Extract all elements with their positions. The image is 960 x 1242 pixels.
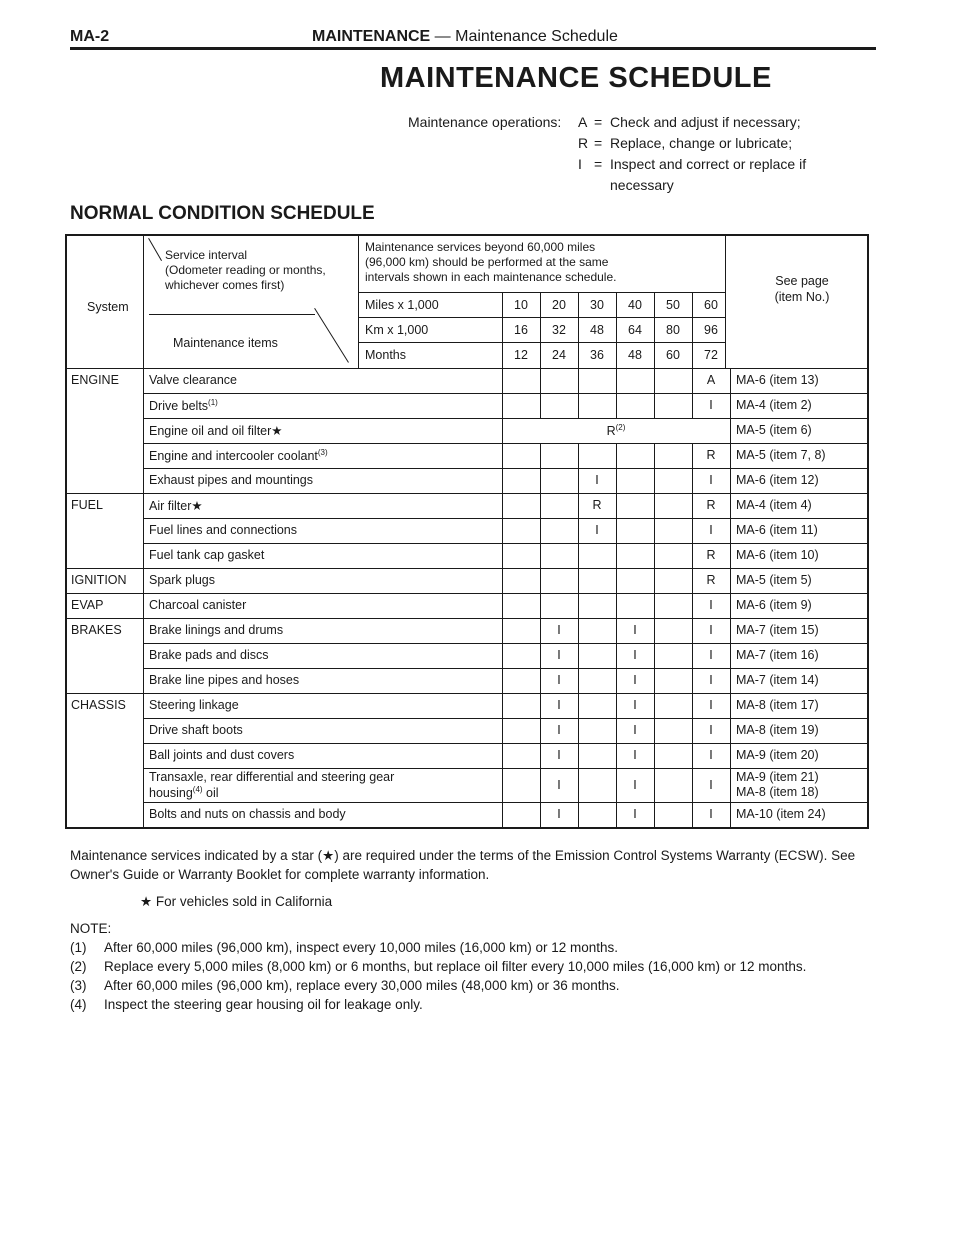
service-interval-label: (Odometer reading or months,: [165, 263, 326, 277]
see-page-header: (item No.): [774, 290, 830, 304]
column-rule: [540, 443, 541, 468]
column-rule: [654, 393, 655, 418]
row-rule: [143, 543, 869, 544]
beyond-60000-note: Maintenance services beyond 60,000 miles: [365, 240, 596, 254]
see-page-ref: MA-6 (item 12): [736, 473, 819, 487]
column-rule: [578, 693, 579, 718]
interval-value: 32: [552, 323, 566, 337]
column-rule: [654, 518, 655, 543]
maintenance-mark: I: [709, 598, 713, 612]
see-page-ref: MA-8 (item 17): [736, 698, 819, 712]
column-rule: [578, 393, 579, 418]
header-rule: [358, 317, 725, 318]
maintenance-item: Drive belts$^{(1)}$: [149, 398, 218, 414]
column-rule: [578, 618, 579, 643]
see-page-ref: MA-9 (item 21): [736, 770, 819, 784]
row-rule: [143, 768, 869, 769]
maintenance-mark: I: [595, 473, 599, 487]
row-rule: [143, 718, 869, 719]
maintenance-mark: I: [709, 623, 713, 637]
interval-label: Miles x 1,000: [365, 298, 439, 312]
row-rule: [65, 593, 869, 594]
header-rule: [65, 368, 869, 369]
maintenance-items-header: Maintenance items: [173, 336, 278, 350]
maintenance-mark: I: [709, 523, 713, 537]
legend-continuation: necessary: [610, 177, 674, 193]
maintenance-mark: I: [709, 748, 713, 762]
column-rule: [616, 568, 617, 593]
maintenance-mark: I: [633, 673, 637, 687]
maintenance-mark: R: [592, 498, 602, 512]
see-page-ref: MA-8 (item 19): [736, 723, 819, 737]
row-rule: [143, 418, 869, 419]
column-rule: [616, 593, 617, 618]
legend-row-r: R = Replace, change or lubricate;: [578, 135, 793, 151]
column-rule: [616, 468, 617, 493]
maintenance-mark: I: [557, 748, 561, 762]
row-rule: [65, 568, 869, 569]
system-header: System: [87, 300, 129, 314]
column-rule: [654, 668, 655, 693]
star-paragraph: Maintenance services indicated by a star (★) are required under the terms of the Emission Control Systems Warranty (ECSW). See Owner's Guide or Warranty Booklet for complete warranty information.: [70, 848, 856, 882]
row-rule: [65, 493, 869, 494]
page-header: [70, 22, 876, 50]
section-title: MAINTENANCE — Maintenance Schedule: [312, 28, 618, 45]
maintenance-mark: I: [633, 723, 637, 737]
maintenance-mark: I: [557, 673, 561, 687]
page-number: MA-2: [70, 28, 110, 45]
row-rule: [143, 443, 869, 444]
beyond-60000-note: (96,000 km) should be performed at the same: [365, 255, 609, 269]
interval-label: Km x 1,000: [365, 323, 429, 337]
maintenance-item: Brake line pipes and hoses: [149, 673, 300, 687]
maintenance-mark: R: [706, 498, 716, 512]
maintenance-mark: I: [633, 648, 637, 662]
notes-section: [70, 846, 870, 1014]
header-rule: [143, 234, 144, 368]
maintenance-mark: I: [557, 698, 561, 712]
system-name: EVAP: [71, 598, 104, 612]
column-rule: [654, 643, 655, 668]
california-note: ★ For vehicles sold in California: [140, 894, 333, 909]
column-rule: [654, 468, 655, 493]
table-border-left: [65, 234, 67, 829]
maintenance-item: housing$^{(4)}$ oil: [149, 785, 219, 801]
column-rule: [578, 543, 579, 568]
maintenance-mark: I: [709, 777, 713, 792]
system-name: FUEL: [71, 498, 103, 512]
maintenance-mark: I: [709, 398, 713, 412]
maintenance-item: Brake pads and discs: [149, 648, 269, 662]
maintenance-mark: I: [709, 807, 713, 821]
row-rule: [143, 668, 869, 669]
see-page-ref: MA-5 (item 7, 8): [736, 448, 826, 462]
maintenance-item: Air filter★: [149, 499, 203, 513]
row-rule: [143, 518, 869, 519]
maintenance-mark: I: [557, 807, 561, 821]
row-rule: [143, 743, 869, 744]
note-item: (1) After 60,000 miles (96,000 km), inspect every 10,000 miles (16,000 km) or 12 months.: [70, 940, 618, 955]
note-item: (3) After 60,000 miles (96,000 km), replace every 30,000 miles (48,000 km) or 36 months.: [70, 978, 620, 993]
maintenance-mark: I: [709, 723, 713, 737]
see-page-ref: MA-6 (item 11): [736, 523, 818, 537]
interval-value: 20: [552, 298, 566, 312]
column-rule: [578, 718, 579, 743]
column-rule: [654, 718, 655, 743]
see-page-ref: MA-7 (item 16): [736, 648, 819, 662]
column-rule: [616, 493, 617, 518]
maintenance-item: Spark plugs: [149, 573, 216, 587]
column-rule: [540, 543, 541, 568]
maintenance-mark: I: [633, 623, 637, 637]
row-rule: [143, 643, 869, 644]
column-rule: [654, 743, 655, 768]
maintenance-mark: I: [595, 523, 599, 537]
header-rule: [149, 314, 315, 315]
interval-value: 64: [628, 323, 642, 337]
column-rule: [540, 518, 541, 543]
see-page-ref: MA-5 (item 5): [736, 573, 812, 587]
maintenance-mark: I: [633, 698, 637, 712]
column-rule: [616, 518, 617, 543]
column-rule: [578, 568, 579, 593]
legend-row-a: A = Check and adjust if necessary;: [578, 114, 801, 130]
interval-value: 36: [590, 348, 604, 362]
row-rule: [143, 802, 869, 803]
row-rule: [65, 618, 869, 619]
column-rule: [654, 768, 655, 802]
maintenance-item: Engine oil and oil filter★: [149, 424, 283, 438]
column-rule: [578, 368, 579, 393]
maintenance-mark: R: [706, 548, 716, 562]
header-rule: [358, 234, 359, 368]
header-diagonal: [148, 238, 162, 261]
maintenance-item: Ball joints and dust covers: [149, 748, 295, 762]
column-rule: [654, 593, 655, 618]
see-page-ref: MA-4 (item 4): [736, 498, 812, 512]
interval-value: 12: [514, 348, 528, 362]
maintenance-item: Charcoal canister: [149, 598, 247, 612]
interval-value: 16: [514, 323, 528, 337]
service-interval-label: whichever comes first): [165, 278, 285, 292]
column-rule: [540, 493, 541, 518]
maintenance-mark: I: [633, 807, 637, 821]
system-name: BRAKES: [71, 623, 122, 637]
maintenance-item: Brake linings and drums: [149, 623, 284, 637]
column-rule: [654, 368, 655, 393]
see-page-ref: MA-5 (item 6): [736, 423, 812, 437]
interval-value: 30: [590, 298, 604, 312]
header-rule: [358, 292, 725, 293]
maintenance-mark: I: [709, 673, 713, 687]
column-rule: [540, 468, 541, 493]
column-rule: [540, 568, 541, 593]
interval-value: 72: [704, 348, 718, 362]
maintenance-mark: I: [709, 648, 713, 662]
maintenance-item: Drive shaft boots: [149, 723, 243, 737]
note-item: (4) Inspect the steering gear housing oil for leakage only.: [70, 997, 423, 1012]
note-label: NOTE:: [70, 921, 112, 936]
interval-value: 48: [628, 348, 642, 362]
maintenance-mark: R: [706, 448, 716, 462]
interval-value: 48: [590, 323, 604, 337]
column-rule: [654, 543, 655, 568]
maintenance-item: Exhaust pipes and mountings: [149, 473, 313, 487]
interval-label: Months: [365, 348, 406, 362]
column-rule: [578, 443, 579, 468]
maintenance-mark: I: [557, 648, 561, 662]
maintenance-mark: I: [557, 723, 561, 737]
interval-value: 50: [666, 298, 680, 312]
column-rule: [654, 618, 655, 643]
table-border-bottom: [65, 827, 869, 829]
see-page-ref: MA-10 (item 24): [736, 807, 826, 821]
interval-value: 10: [514, 298, 528, 312]
see-page-ref: MA-6 (item 10): [736, 548, 819, 562]
maintenance-mark: I: [709, 698, 713, 712]
column-rule: [616, 543, 617, 568]
see-page-ref: MA-6 (item 13): [736, 373, 819, 387]
maintenance-mark: I: [633, 748, 637, 762]
maintenance-mark: I: [557, 623, 561, 637]
maintenance-mark: I: [633, 777, 637, 792]
maintenance-mark: A: [706, 373, 716, 387]
maintenance-item: Steering linkage: [149, 698, 239, 712]
maintenance-mark: R: [706, 573, 716, 587]
legend-row-i: I = Inspect and correct or replace if: [578, 156, 807, 172]
beyond-60000-note: intervals shown in each maintenance schedule.: [365, 270, 617, 284]
maintenance-item: Fuel tank cap gasket: [149, 548, 265, 562]
column-rule: [143, 368, 144, 827]
interval-value: 24: [552, 348, 566, 362]
service-interval-label: Service interval: [165, 248, 248, 262]
maintenance-mark: I: [557, 777, 561, 792]
see-page-ref: MA-6 (item 9): [736, 598, 812, 612]
column-rule: [578, 668, 579, 693]
column-rule: [730, 368, 731, 827]
header-rule: [358, 342, 725, 343]
maintenance-mark: I: [709, 473, 713, 487]
see-page-ref: MA-9 (item 20): [736, 748, 819, 762]
column-rule: [654, 802, 655, 827]
column-rule: [654, 568, 655, 593]
interval-value: 80: [666, 323, 680, 337]
interval-value: 40: [628, 298, 642, 312]
system-name: CHASSIS: [71, 698, 126, 712]
column-rule: [654, 493, 655, 518]
column-rule: [578, 802, 579, 827]
column-rule: [616, 443, 617, 468]
page-title: MAINTENANCE SCHEDULE: [380, 62, 772, 94]
column-rule: [616, 393, 617, 418]
column-rule: [654, 693, 655, 718]
column-rule: [578, 743, 579, 768]
row-rule: [65, 693, 869, 694]
maintenance-mark: $R^{(2)}$: [606, 423, 626, 439]
column-rule: [578, 593, 579, 618]
maintenance-item: Fuel lines and connections: [149, 523, 298, 537]
maintenance-item: Valve clearance: [149, 373, 238, 387]
column-rule: [616, 368, 617, 393]
interval-value: 60: [666, 348, 680, 362]
maintenance-item: Bolts and nuts on chassis and body: [149, 807, 346, 821]
column-rule: [578, 768, 579, 802]
column-rule: [578, 643, 579, 668]
system-name: ENGINE: [71, 373, 119, 387]
row-rule: [143, 393, 869, 394]
schedule-title: NORMAL CONDITION SCHEDULE: [70, 203, 375, 224]
see-page-header: See page: [775, 274, 829, 288]
table-border-right: [867, 234, 869, 829]
see-page-ref: MA-7 (item 15): [736, 623, 819, 637]
interval-value: 60: [704, 298, 718, 312]
column-rule: [654, 443, 655, 468]
column-rule: [540, 593, 541, 618]
header-diagonal: [314, 308, 349, 363]
maintenance-item: Engine and intercooler coolant$^{(3)}$: [149, 448, 328, 464]
maintenance-schedule-table: [65, 234, 869, 834]
maintenance-item: Transaxle, rear differential and steering gear: [149, 770, 395, 784]
row-rule: [143, 468, 869, 469]
operations-label: Maintenance operations:: [408, 114, 562, 130]
table-border-top: [65, 234, 869, 236]
see-page-ref: MA-7 (item 14): [736, 673, 819, 687]
note-item: (2) Replace every 5,000 miles (8,000 km) or 6 months, but replace oil filter every 10,000 miles (16,000 km) or 12 months.: [70, 959, 807, 974]
see-page-ref: MA-8 (item 18): [736, 785, 819, 799]
column-rule: [540, 368, 541, 393]
system-name: IGNITION: [71, 573, 127, 587]
interval-value: 96: [704, 323, 718, 337]
see-page-ref: MA-4 (item 2): [736, 398, 812, 412]
column-rule: [540, 393, 541, 418]
